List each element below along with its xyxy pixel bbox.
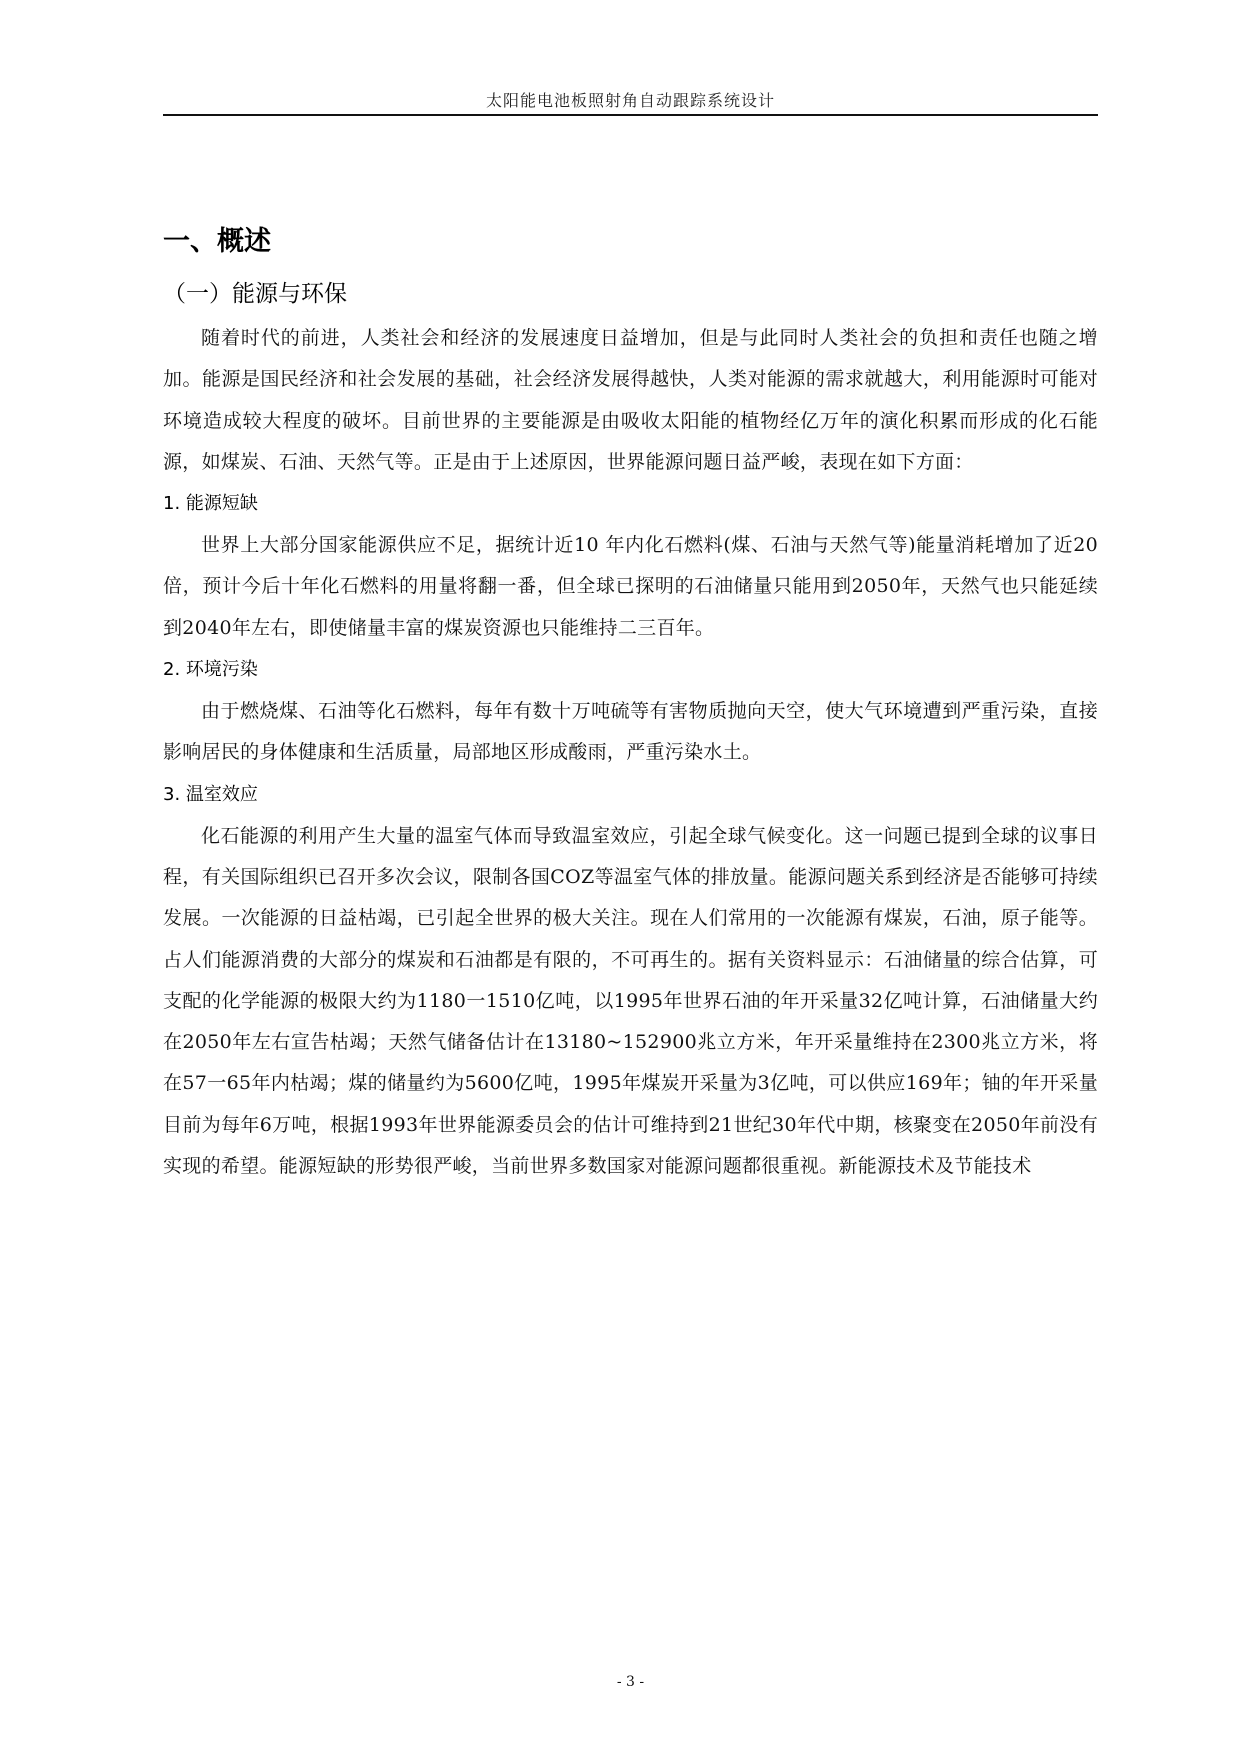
section-heading: 一、概述 bbox=[163, 226, 271, 257]
page-number: - 3 - bbox=[616, 1674, 645, 1690]
item-paragraph-energy-shortage: 世界上大部分国家能源供应不足，据统计近10 年内化石燃料(煤、石油与天然气等)能量消耗增加了近20倍，预计今后十年化石燃料的用量将翻一番，但全球已探明的石油储量只能用到2050年，天然气也只能延续到2040年左右，即使储量丰富的煤炭资源也只能维持二三百年。 bbox=[163, 534, 1098, 639]
subsection-heading: （一）能源与环保 bbox=[163, 281, 347, 307]
item-title-energy-shortage: 1. 能源短缺 bbox=[163, 493, 258, 515]
intro-paragraph: 随着时代的前进，人类社会和经济的发展速度日益增加，但是与此同时人类社会的负担和责任也随之增加。能源是国民经济和社会发展的基础，社会经济发展得越快，人类对能源的需求就越大，利用能源时可能对环境造成较大程度的破坏。目前世界的主要能源是由吸收太阳能的植物经亿万年的演化积累而形成的化石能源，如煤炭、石油、天然气等。正是由于上述原因，世界能源问题日益严峻，表现在如下方面： bbox=[163, 327, 1098, 473]
running-header: 太阳能电池板照射角自动跟踪系统设计 bbox=[485, 91, 775, 110]
item-paragraph-environmental-pollution: 由于燃烧煤、石油等化石燃料，每年有数十万吨硫等有害物质抛向天空，使大气环境遭到严重污染，直接影响居民的身体健康和生活质量，局部地区形成酸雨，严重污染水土。 bbox=[163, 700, 1098, 764]
page-body bbox=[163, 222, 1098, 1187]
item-paragraph-greenhouse-effect: 化石能源的利用产生大量的温室气体而导致温室效应，引起全球气候变化。这一问题已提到全球的议事日程，有关国际组织已召开多次会议，限制各国COZ等温室气体的排放量。能源问题关系到经济是否能够可持续发展。一次能源的日益枯竭，已引起全世界的极大关注。现在人们常用的一次能源有煤炭，石油，原子能等。占人们能源消费的大部分的煤炭和石油都是有限的，不可再生的。据有关资料显示：石油储量的综合估算，可支配的化学能源的极限大约为1180一1510亿吨，以1995年世界石油的年开采量32亿吨计算，石油储量大约在2050年左右宣告枯竭；天然气储备估计在13180~152900兆立方米，年开采量维持在2300兆立方米，将在57一65年内枯竭；煤的储量约为5600亿吨，1995年煤炭开采量为3亿吨，可以供应169年；铀的年开采量目前为每年6万吨，根据1993年世界能源委员会的估计可维持到21世纪30年代中期，核聚变在2050年前没有实现的希望。能源短缺的形势很严峻，当前世界多数国家对能源问题都很重视。新能源技术及节能技术 bbox=[163, 824, 1098, 1178]
item-title-greenhouse-effect: 3. 温室效应 bbox=[163, 783, 258, 805]
item-title-environmental-pollution: 2. 环境污染 bbox=[163, 659, 258, 681]
header-rule bbox=[163, 114, 1098, 116]
